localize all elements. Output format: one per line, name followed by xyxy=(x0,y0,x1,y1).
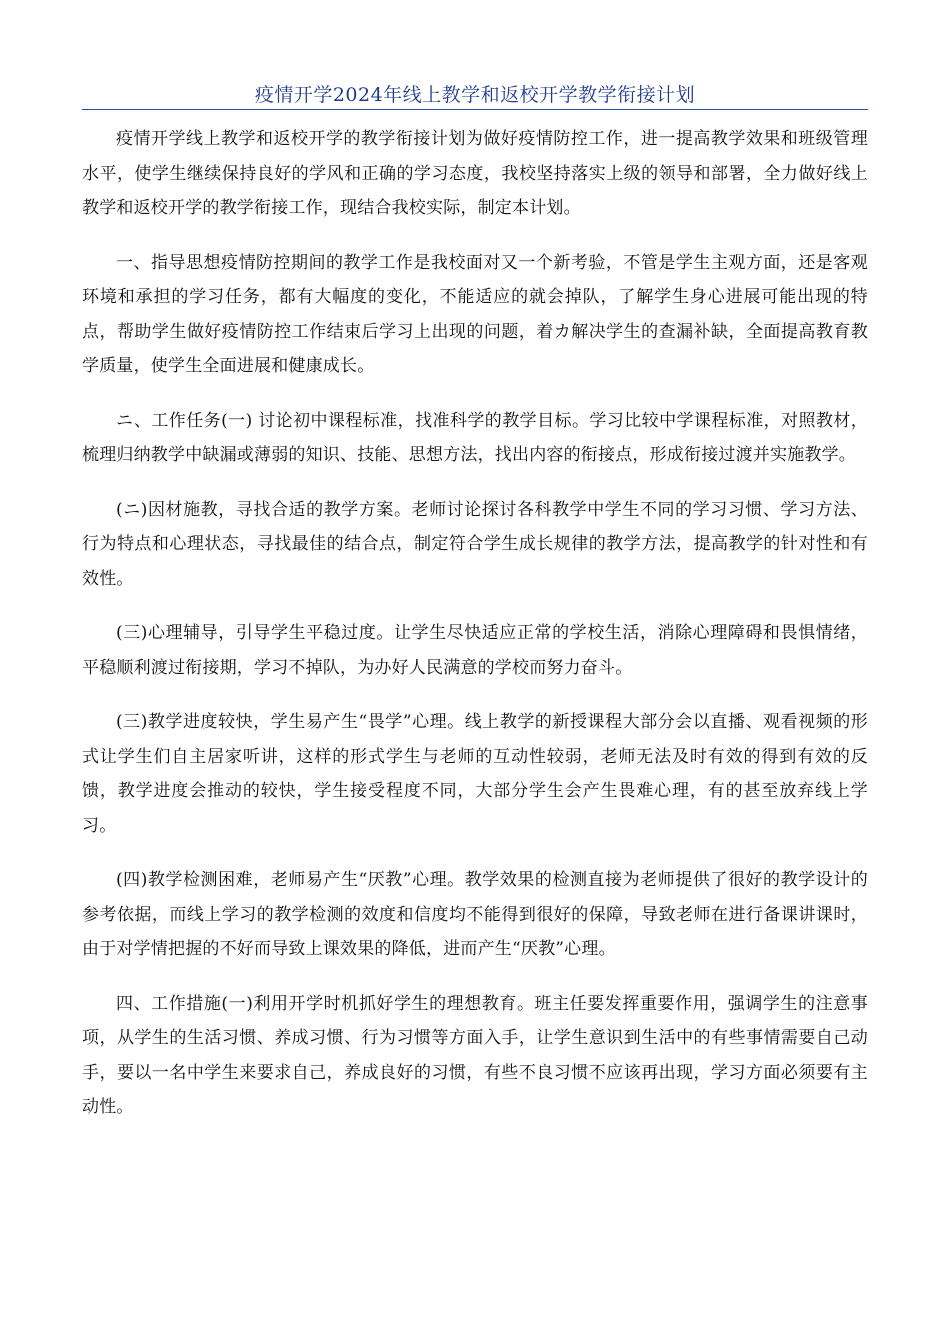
title-underline xyxy=(82,109,868,110)
paragraph-intro: 疫情开学线上教学和返校开学的教学衔接计划为做好疫情防控工作，进一提高教学效果和班级管理水平，使学生继续保持良好的学风和正确的学习态度，我校坚持落实上级的领导和部署，全力做好线上教学和返校开学的教学衔接工作，现结合我校实际，制定本计划。 xyxy=(82,129,868,218)
paragraph-teaching-pace: (三)教学进度较快，学生易产生“畏学”心理。线上教学的新授课程大部分会以直播、观看视频的形式让学生们自主居家听讲，这样的形式学生与老师的互动性较弱，老师无法及时有效的得到有效的反馈，教学进度会推动的较快，学生接受程度不同，大部分学生会产生畏难心理，有的甚至放弃线上学习。 xyxy=(82,712,868,836)
paragraph-work-tasks: ニ、工作任务(一) 讨论初中课程标准，找准科学的教学目标。学习比较中学课程标准，对照教材，梳理归纳教学中缺漏或薄弱的知识、技能、思想方法，找出内容的衔接点，形成衔接过渡并实施教学。 xyxy=(82,410,868,465)
paragraph-guiding-ideology: 一、指导思想疫情防控期间的教学工作是我校面对又一个新考验，不管是学生主观方面，还是客观环境和承担的学习任务，都有大幅度的变化，不能适应的就会掉队，了解学生身心进展可能出现的特点，帮助学生做好疫情防控工作结束后学习上出现的问题，着カ解决学生的查漏补缺，全面提高教育教学质量，使学生全面进展和健康成长。 xyxy=(82,252,868,376)
document-title: 疫情开学2024年线上教学和返校开学教学衔接计划 xyxy=(254,84,696,106)
paragraph-work-measures: 四、工作措施(一)利用开学时机抓好学生的理想教育。班主任要发挥重要作用，强调学生的注意事项，从学生的生活习惯、养成习惯、行为习惯等方面入手，让学生意识到生活中的有些事情需要自己动手，要以一名中学生来要求自己，养成良好的习惯，有些不良习惯不应该再出现，学习方面必须要有主动性。 xyxy=(82,993,868,1117)
document-body xyxy=(82,122,868,1145)
paragraph-psychological-counseling: (三)心理辅导，引导学生平稳过度。让学生尽快适应正常的学校生活，消除心理障碍和畏惧情绪，平稳顺利渡过衔接期，学习不掉队，为办好人民满意的学校而努力奋斗。 xyxy=(82,623,868,678)
paragraph-teaching-plan: (ニ)因材施教，寻找合适的教学方案。老师讨论探讨各科教学中学生不同的学习习惯、学习方法、行为特点和心理状态，寻找最佳的结合点，制定符合学生成长规律的教学方法，提高教学的针对性和有效性。 xyxy=(82,499,868,589)
paragraph-teaching-assessment: (四)教学检测困难，老师易产生“厌教”心理。教学效果的检测直接为老师提供了很好的教学设计的参考依据，而线上学习的教学检测的效度和信度均不能得到很好的保障，导致老师在进行备课讲课时，由于对学情把握的不好而导致上课效果的降低，进而产生“厌教”心理。 xyxy=(82,870,868,959)
